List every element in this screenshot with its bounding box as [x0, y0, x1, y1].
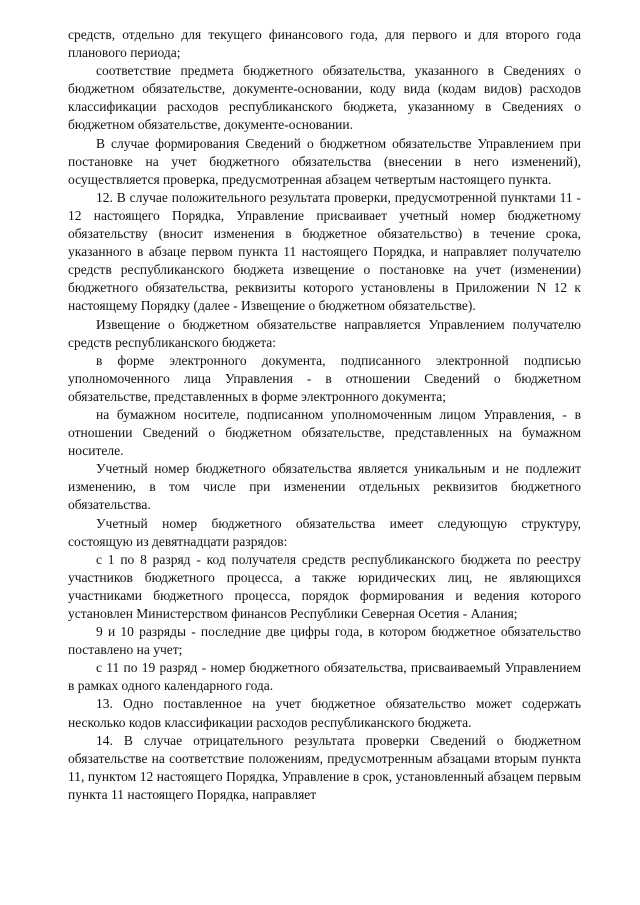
paragraph-paper-form: на бумажном носителе, подписанном уполномоченным лицом Управления, - в отношении Сведений о бюджетном обязательстве, представленных на бумажном носителе.	[68, 406, 581, 459]
paragraph-continuation: средств, отдельно для текущего финансового года, для первого и для второго года планового периода;	[68, 27, 581, 61]
paragraph-number-unique: Учетный номер бюджетного обязательства является уникальным и не подлежит изменению, в том числе при изменении отдельных реквизитов бюджетного обязательства.	[68, 461, 581, 513]
paragraph-notice-sent: Извещение о бюджетном обязательстве направляется Управлением получателю средств республиканского бюджета:	[68, 316, 581, 350]
paragraph-digits-11-19: с 11 по 19 разряд - номер бюджетного обязательства, присваиваемый Управлением в рамках одного календарного года.	[68, 660, 581, 694]
paragraph-item-12: 12. В случае положительного результата проверки, предусмотренной пунктами 11 - 12 настоящего Порядка, Управление присваивает учетный номер бюджетному обязательству (вносит изменения в бюджетное обязательство) в течение срока, указанного в абзаце первом пункта 11 настоящего Порядка, и направляет получателю средств республиканского бюджета извещение о постановке на учет (изменении) бюджетного обязательства, реквизиты которого установлены в Приложении N 12 к настоящему Порядку (далее - Извещение о бюджетном обязательстве).	[68, 189, 581, 314]
document-page	[68, 26, 581, 804]
paragraph-electronic-form: в форме электронного документа, подписанного электронной подписью уполномоченного лица Управления - в отношении Сведений о бюджетном обязательстве, представленных в форме электронного документа;	[68, 352, 581, 404]
paragraph-number-structure: Учетный номер бюджетного обязательства имеет следующую структуру, состоящую из девятнадцати разрядов:	[68, 515, 581, 549]
paragraph-item-14: 14. В случае отрицательного результата проверки Сведений о бюджетном обязательстве на соответствие положениям, предусмотренным абзацами вторым пункта 11, пунктом 12 настоящего Порядка, Управление в срок, установленный абзацем первым пункта 11 настоящего Порядка, направляет	[68, 732, 581, 802]
paragraph-digits-9-10: 9 и 10 разряды - последние две цифры года, в котором бюджетное обязательство поставлено на учет;	[68, 624, 581, 658]
paragraph-digits-1-8: с 1 по 8 разряд - код получателя средств республиканского бюджета по реестру участников бюджетного процесса, а также юридических лиц, не являющихся участниками бюджетного процесса, порядок формирования и ведения которого установлен Министерством финансов Республики Северная Осетия - Алания;	[68, 551, 581, 621]
paragraph-item-13: 13. Одно поставленное на учет бюджетное обязательство может содержать несколько кодов классификации расходов республиканского бюджета.	[68, 696, 581, 730]
paragraph-formation-case: В случае формирования Сведений о бюджетном обязательстве Управлением при постановке на учет бюджетного обязательства (внесении в него изменений), осуществляется проверка, предусмотренная абзацем четвертым настоящего пункта.	[68, 135, 581, 187]
paragraph-subject-check: соответствие предмета бюджетного обязательства, указанного в Сведениях о бюджетном обязательстве, документе-основании, коду вида (кодам видов) расходов классификации расходов республиканского бюджета, указанному в Сведениях о бюджетном обязательстве, документе-основании.	[68, 63, 581, 133]
